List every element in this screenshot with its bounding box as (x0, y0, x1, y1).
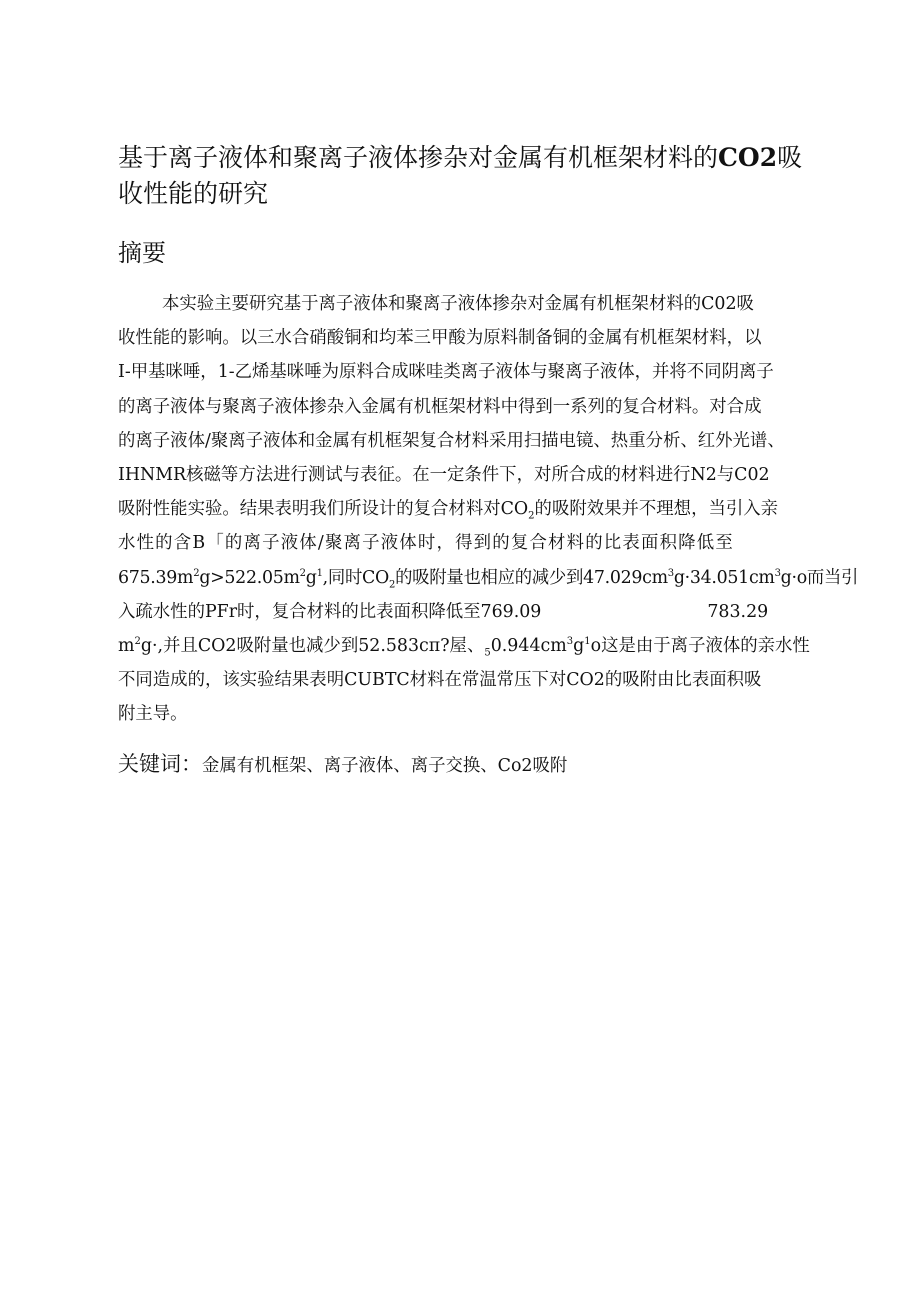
abstract-line-2: 收性能的影响。以三水合硝酸铜和均苯三甲酸为原料制备铜的金属有机框架材料，以 (118, 328, 762, 349)
abstract-line-12: 不同造成的，该实验结果表明CUBTC材料在常温常压下对CO2的吸附由比表面积吸 (118, 670, 762, 691)
title-line-2: 收性能的研究 (118, 179, 269, 208)
abstract-line-4: 的离子液体与聚离子液体掺杂入金属有机框架材料中得到一系列的复合材料。对合成 (118, 396, 762, 417)
abstract-line-3: I-甲基咪唾，1-乙烯基咪唾为原料合成咪哇类离子液体与聚离子液体，并将不同阴离子 (118, 362, 774, 383)
abstract-line-7: 吸附性能实验。结果表明我们所设计的复合材料对$CO_2$的吸附效果并不理想，当引入亲 (118, 499, 779, 522)
abstract-line-11: $m^2g\cdot$,并且CO2吸附量也减少到52.583cπ?屋、$_50.944cm^3g^1o$这是由于离子液体的亲水性 (118, 635, 810, 659)
title-line-1: 基于离子液体和聚离子液体掺杂对金属有机框架材料的CO2吸 (118, 143, 803, 172)
paper-title (118, 140, 803, 212)
abstract-body (118, 287, 859, 731)
abstract-heading: 摘要 (118, 239, 166, 267)
abstract-line-10: 入疏水性的PFr时，复合材料的比表面积降低至769.09 783.29 (118, 601, 769, 622)
abstract-line-1: 本实验主要研究基于离子液体和聚离子液体掺杂对金属有机框架材料的C02吸 (162, 294, 754, 314)
abstract-line-9: $675.39m^2g>522.05m^2g^1$,同时$CO_2$的吸附量也相应的减少到$47.029cm^3g\cdot 34.051cm^3g\cdot o$而当引 (118, 567, 859, 590)
abstract-line-5: 的离子液体/聚离子液体和金属有机框架复合材料采用扫描电镜、热重分析、红外光谱、 (118, 430, 785, 451)
abstract-line-6: IHNMR核磁等方法进行测试与表征。在一定条件下，对所合成的材料进行N2与C02 (118, 464, 770, 485)
abstract-line-8: 水性的含B「的离子液体/聚离子液体时，得到的复合材料的比表面积降低至 (118, 533, 734, 554)
keywords-text: 金属有机框架、离子液体、离子交换、Co2吸附 (202, 756, 568, 776)
keywords (118, 748, 567, 782)
keywords-label: 关键词： (118, 752, 202, 776)
abstract-line-13: 附主导。 (118, 704, 188, 725)
title-co2: CO2 (718, 143, 778, 172)
